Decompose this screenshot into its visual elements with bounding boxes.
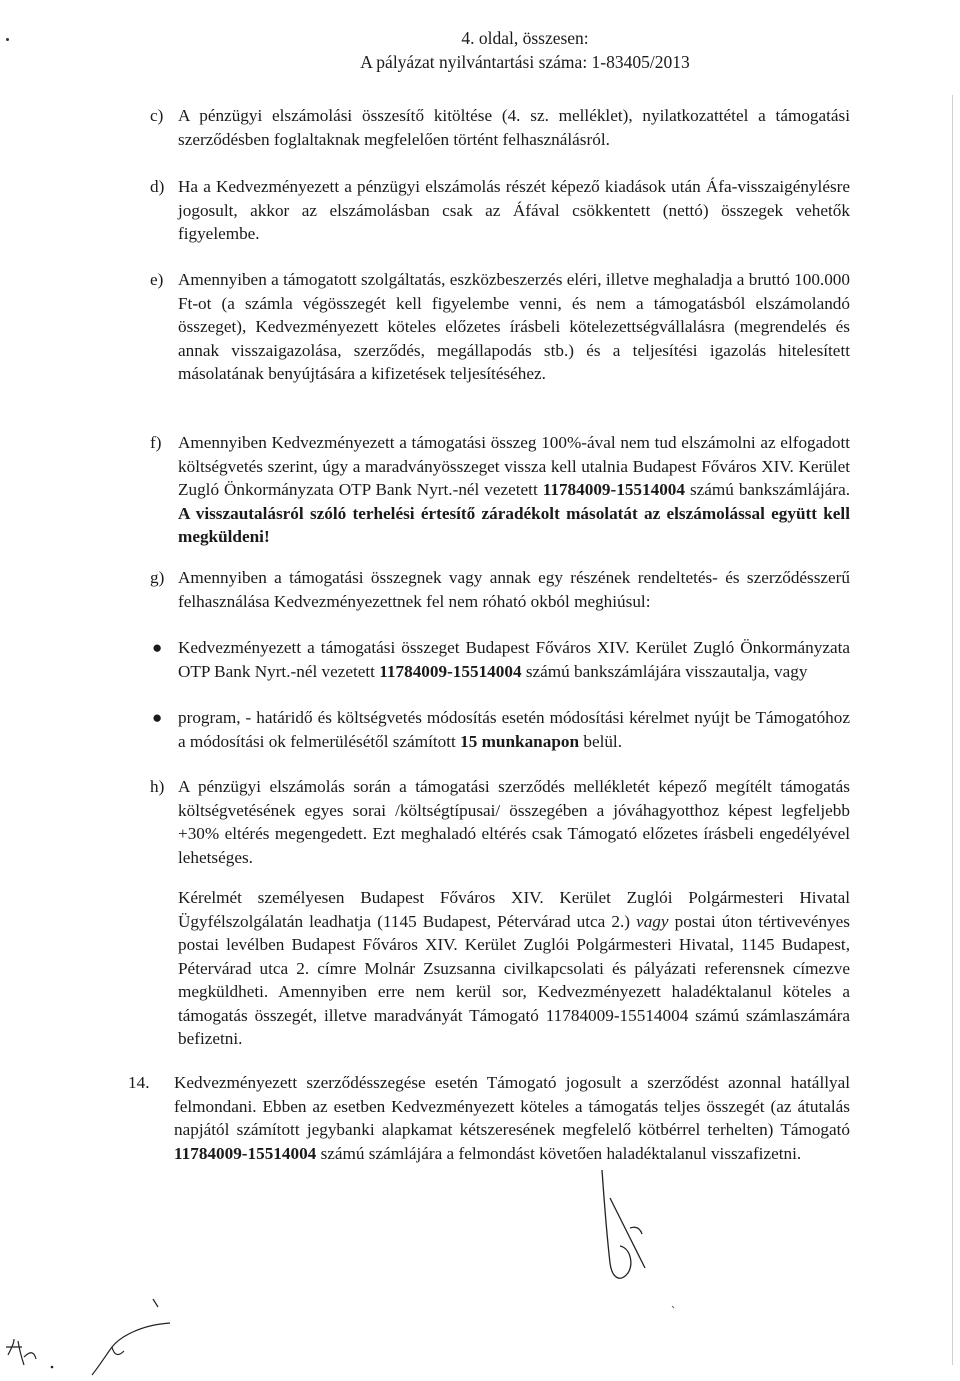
initials-stroke: [6, 1339, 36, 1365]
stray-mark-stroke: [672, 1306, 674, 1308]
bullet-text-part: program, - határidő és költségvetés módosítás esetén módosítási kérelmet nyújt be Támogatóhoz a módosítási ok felmerülésétől számított: [178, 708, 850, 751]
bullet-text-part: Kedvezményezett a támogatási összeget Budapest Főváros XIV. Kerület Zugló Önkormányzata OTP Bank Nyrt.-nél vezetett: [178, 638, 850, 681]
section-text-part: számú számlájára a felmondást követően haladéktalanul visszafizetni.: [320, 1143, 802, 1163]
section-number: 14.: [128, 1073, 150, 1092]
item-label: f): [150, 433, 162, 452]
item-e: [150, 268, 850, 386]
item-d: [150, 175, 850, 246]
item-c: [150, 104, 850, 151]
section-text-part: Kedvezményezett szerződésszegése esetén Támogató jogosult a szerződést azonnal hatállyal felmondani. Ebben az esetben Kedvezményezett köteles a támogatás teljes összegét (az átutalás napjától számított jegybanki alapkamat kétszeresének megfelelő kötbérrel terhelten) Támogató: [174, 1073, 850, 1139]
paragraph-italic: vagy: [636, 911, 669, 931]
item-g: [150, 566, 850, 613]
item-text: Ha a Kedvezményezett a pénzügyi elszámolás részét képező kiadások után Áfa-visszaigénylésre jogosult, akkor az elszámolásban csak az Áfával csökkentett (nettó) összegek vehetők figyelembe.: [178, 177, 850, 243]
item-text: A pénzügyi elszámolási összesítő kitöltése (4. sz. melléklet), nyilatkozattétel a támogatási szerződésben foglaltaknak megfelelően történt felhasználásról.: [178, 106, 850, 149]
bullet-icon: ●: [152, 708, 163, 727]
item-text: A pénzügyi elszámolás során a támogatási szerződés mellékletét képező megítélt támogatás költségvetésének egyes sorai /költségtípusai/ összegében a jóváhagyotthoz képest legfeljebb +30% eltérés megengedett. Ezt meghaladó eltérés csak Támogató előzetes írásbeli engedélyével lehetséges.: [178, 777, 850, 867]
item-f: [150, 431, 850, 549]
bullet-item: [150, 636, 850, 683]
bullet-text: [178, 636, 850, 683]
bullet-text: [178, 706, 850, 753]
page-header: [0, 26, 960, 74]
item-label: g): [150, 568, 165, 587]
initials-stroke: [92, 1299, 170, 1375]
page-number: 4. oldal, összesen:: [461, 28, 589, 48]
item-text-part: Amennyiben Kedvezményezett a támogatási összeg 100%-ával nem tud elszámolni az elfogadott költségvetés szerint, úgy a maradványösszeget vissza kell utalnia Budapest Főváros XIV. Kerület Zugló Önkormányzata OTP Bank Nyrt.-nél vezetett: [178, 433, 850, 499]
submission-paragraph: [178, 886, 850, 1051]
scan-edge-line: [952, 95, 953, 1365]
item-text-part: számú bankszámlájára.: [689, 480, 851, 499]
item-label: e): [150, 270, 164, 289]
bullet-icon: ●: [152, 638, 163, 657]
deadline-days: 15 munkanapon: [460, 731, 580, 751]
stray-mark: [668, 1302, 680, 1314]
initials-dot: [51, 1366, 54, 1369]
bank-account-number: 11784009-15514004: [542, 480, 685, 499]
section-text: [174, 1071, 850, 1165]
bold-notice: A visszautalásról szóló terhelési értesítő záradékolt másolatát az elszámolással együtt kell megküldeni!: [178, 503, 850, 546]
paragraph-text: postai úton tértivevényes postai levélben Budapest Főváros XIV. Kerület Zuglói Polgármesteri Hivatal, 1145 Budapest, Pétervárad utca 2. címre Molnár Zsuzsanna civilkapcsolati és pályázati referensnek címezve megküldheti. Amennyiben erre nem kerül sor, Kedvezményezett haladéktalanul köteles a támogatás összegét, illetve maradványát Támogató 11784009-15514004 számú számlaszámára befizetni.: [178, 911, 850, 1048]
bullet-item: [150, 706, 850, 753]
item-label: c): [150, 106, 164, 125]
bank-account-number: 11784009-15514004: [174, 1143, 317, 1163]
signature-stroke: [602, 1170, 645, 1278]
bullet-text-part: belül.: [583, 731, 623, 751]
initials: [0, 1295, 220, 1381]
item-label: d): [150, 177, 165, 196]
paragraph-text: Kérelmét személyesen Budapest Főváros XIV. Kerület Zuglói Polgármesteri Hivatal Ügyfélszolgálatán leadhatja (1145 Budapest, Pétervárad utca 2.): [178, 888, 850, 931]
bank-account-number: 11784009-15514004: [379, 661, 522, 681]
signature-main: [590, 1168, 660, 1288]
item-h: [150, 775, 850, 869]
section-14: [128, 1071, 850, 1165]
item-text: [178, 431, 850, 549]
item-label: h): [150, 777, 165, 796]
item-text: Amennyiben a támogatott szolgáltatás, eszközbeszerzés eléri, illetve meghaladja a bruttó 100.000 Ft-ot (a számla végösszegét kell figyelembe venni, és nem a támogatásból elszámolandó összeget), Kedvezményezett köteles előzetes írásbeli kötelezettségvállalásra (megrendelés és annak visszaigazolása, szerződés, megállapodás stb.) és a teljesítési igazolás hitelesített másolatának benyújtására a kifizetések teljesítéséhez.: [178, 270, 850, 383]
registration-number: A pályázat nyilvántartási száma: 1-83405/2013: [360, 52, 690, 72]
bullet-text-part: számú bankszámlájára visszautalja, vagy: [525, 661, 808, 681]
item-text: Amennyiben a támogatási összegnek vagy annak egy részének rendeltetés- és szerződésszerű felhasználása Kedvezményezettnek fel nem róható okból meghiúsul:: [178, 568, 850, 611]
